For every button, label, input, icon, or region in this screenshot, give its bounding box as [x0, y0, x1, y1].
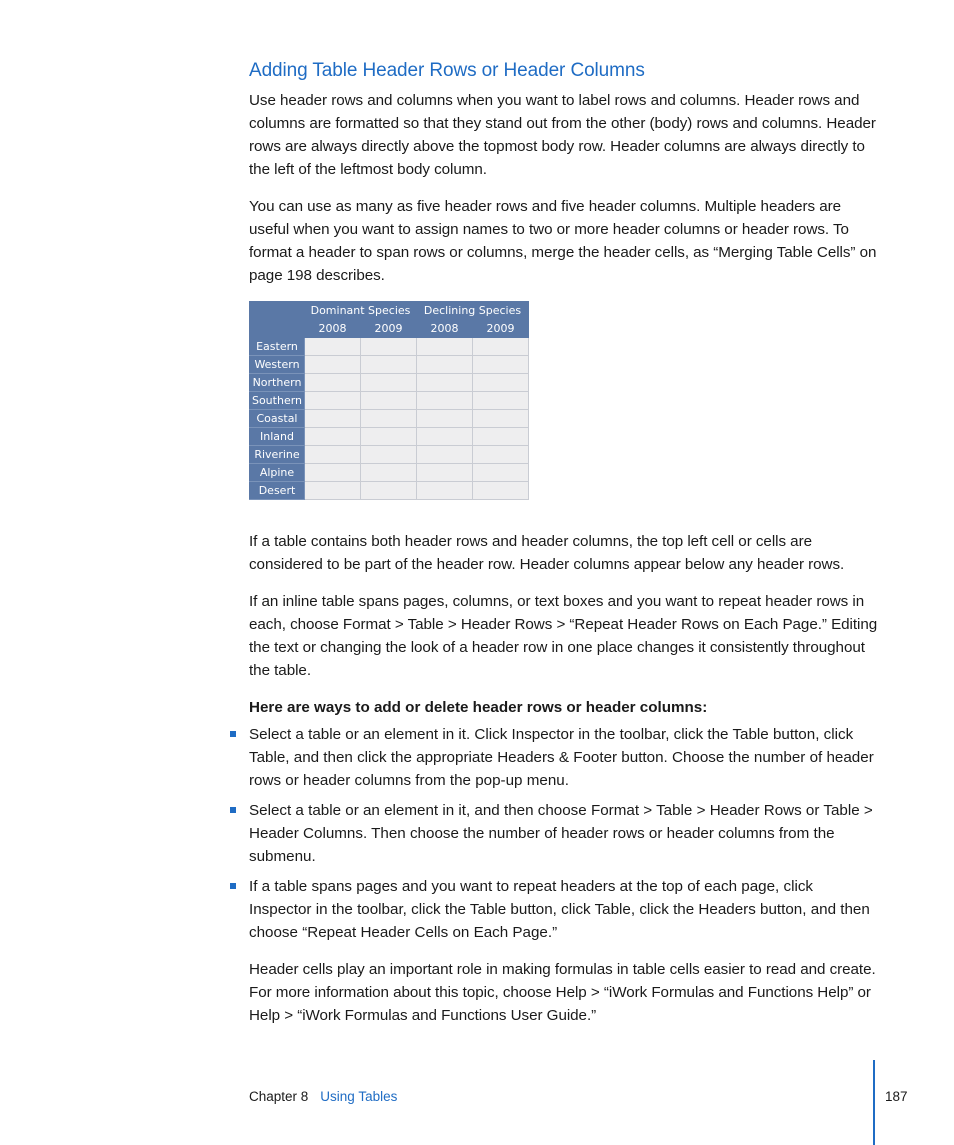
table-row: [250, 446, 529, 464]
table-row: [250, 482, 529, 500]
bullet-square-icon: [230, 883, 236, 889]
table-year-header: 2009: [473, 320, 529, 338]
table-row: [250, 464, 529, 482]
footer-section-link[interactable]: Using Tables: [320, 1089, 398, 1104]
table-corner-cell: [250, 302, 305, 338]
bullet-square-icon: [230, 731, 236, 737]
table-row-header: Northern: [250, 374, 305, 392]
page-number: 187: [885, 1089, 908, 1104]
table-row: [250, 374, 529, 392]
paragraph: You can use as many as five header rows and five header columns. Multiple headers are useful when you want to assign names to two or more header columns or header rows. To format a header to span rows or columns, merge the header cells, as “Merging Table Cells” on page 198 describes.: [249, 198, 877, 284]
table-row-header: Western: [250, 356, 305, 374]
table-year-header: 2009: [361, 320, 417, 338]
section-heading: Adding Table Header Rows or Header Columns: [249, 60, 645, 81]
table-row-header: Desert: [250, 482, 305, 500]
page-footer: [249, 1088, 397, 1106]
table-year-header: 2008: [417, 320, 473, 338]
list-item-text: Select a table or an element in it, and then choose Format > Table > Header Rows or Table > Header Columns. Then choose the number of header rows or header columns from the submenu.: [249, 802, 873, 865]
list-item-text: If a table spans pages and you want to repeat headers at the top of each page, click Inspector in the toolbar, click the Table button, click Table, click the Headers button, and then choose “Repeat Header Cells on Each Page.”: [249, 878, 870, 941]
table-row-header: Riverine: [250, 446, 305, 464]
table-year-header: 2008: [305, 320, 361, 338]
table-row: [250, 356, 529, 374]
procedure-lead: Here are ways to add or delete header rows or header columns:: [249, 699, 708, 716]
table-row: [250, 428, 529, 446]
footer-chapter: Chapter 8: [249, 1089, 309, 1104]
example-table: [249, 301, 879, 500]
procedure-list: [249, 723, 879, 944]
list-item-text: Select a table or an element in it. Click Inspector in the toolbar, click the Table button, click Table, and then click the appropriate Headers & Footer button. Choose the number of header rows or header columns from the pop-up menu.: [249, 726, 874, 789]
table-group-header: Declining Species: [417, 302, 529, 320]
table-row-header: Southern: [250, 392, 305, 410]
table-row: [250, 338, 529, 356]
page-content: [249, 58, 879, 1041]
table-group-header: Dominant Species: [305, 302, 417, 320]
table-row-header: Alpine: [250, 464, 305, 482]
table-row: [250, 410, 529, 428]
paragraph: Use header rows and columns when you want to label rows and columns. Header rows and columns are formatted so that they stand out from the other (body) rows and columns. Header rows are always directly above the topmost body row. Header columns are always directly to the left of the leftmost body column.: [249, 92, 876, 178]
table-row-header: Eastern: [250, 338, 305, 356]
list-item: [249, 875, 879, 944]
list-item: [249, 723, 879, 792]
table-row: [250, 392, 529, 410]
paragraph: If an inline table spans pages, columns, or text boxes and you want to repeat header rows in each, choose Format > Table > Header Rows > “Repeat Header Rows on Each Page.” Editing the text or changing the look of a header row in one place changes it consistently throughout the table.: [249, 593, 878, 679]
paragraph: Header cells play an important role in making formulas in table cells easier to read and create. For more information about this topic, choose Help > “iWork Formulas and Functions Help” or Help > “iWork Formulas and Functions User Guide.”: [249, 961, 876, 1024]
list-item: [249, 799, 879, 868]
table-row-header: Inland: [250, 428, 305, 446]
bullet-square-icon: [230, 807, 236, 813]
footer-divider: [873, 1060, 875, 1145]
paragraph: If a table contains both header rows and header columns, the top left cell or cells are considered to be part of the header row. Header columns appear below any header rows.: [249, 533, 845, 573]
table-row-header: Coastal: [250, 410, 305, 428]
